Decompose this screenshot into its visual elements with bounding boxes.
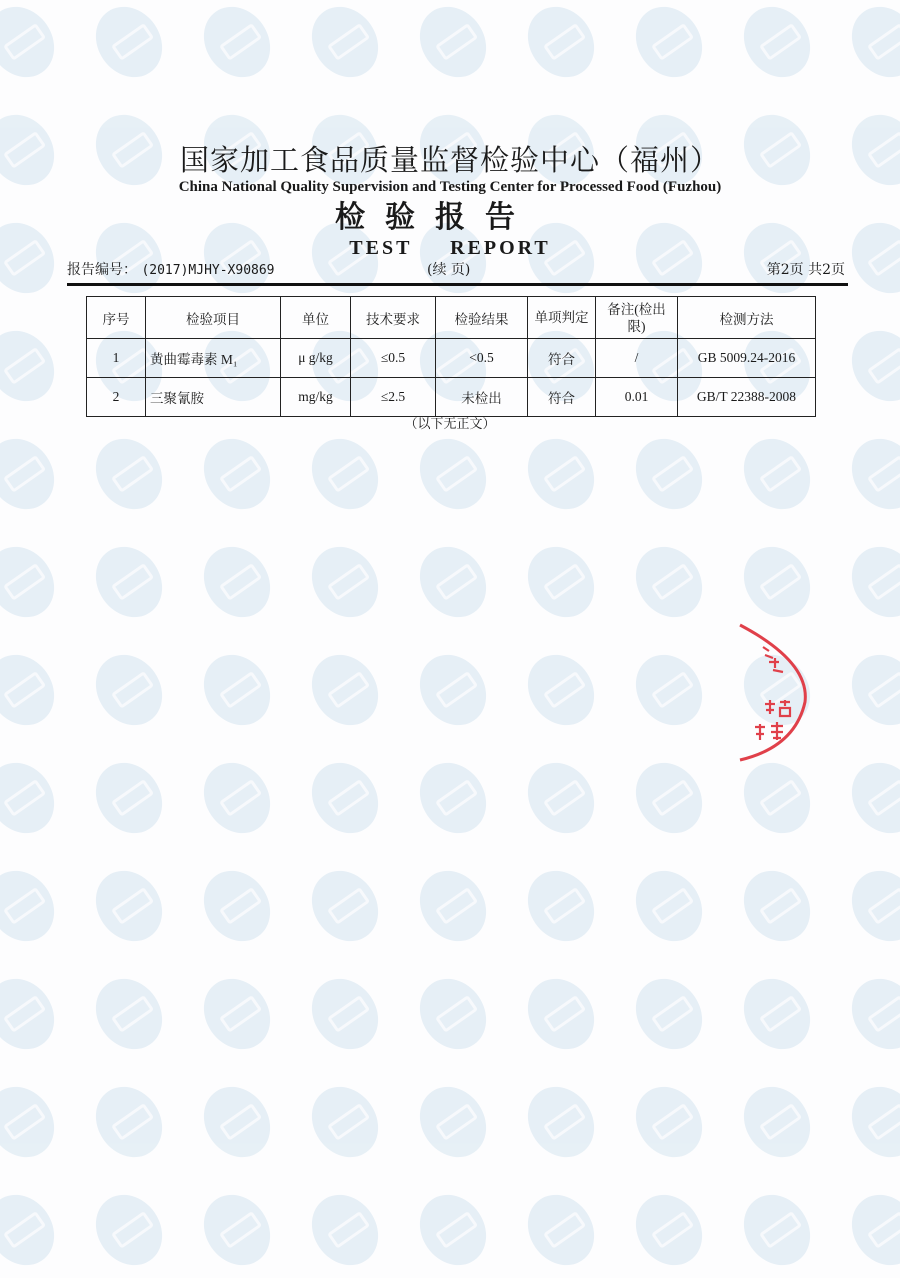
watermark-logo [190, 642, 283, 738]
header-cell: 检测方法 [678, 297, 816, 339]
watermark-logo [622, 426, 715, 522]
watermark-logo [298, 642, 391, 738]
header-cell: 技术要求 [351, 297, 436, 339]
watermark-logo [406, 426, 499, 522]
watermark-logo [82, 534, 175, 630]
watermark-logo [730, 1074, 823, 1170]
institution-title-en: China National Quality Supervision and Testing Center for Processed Food (Fuzhou) [178, 179, 722, 195]
cell-unit: mg/kg [281, 378, 351, 417]
watermark-logo [622, 1074, 715, 1170]
cell-remark: 0.01 [596, 378, 678, 417]
watermark-logo [622, 534, 715, 630]
cell-method: GB 5009.24-2016 [678, 339, 816, 378]
institution-title-cn: 国家加工食品质量监督检验中心（福州） [179, 143, 720, 177]
watermark-logo [190, 966, 283, 1062]
watermark-logo [298, 966, 391, 1062]
cell-requirement: ≤0.5 [351, 339, 436, 378]
watermark-logo [622, 966, 715, 1062]
seal-arc [740, 625, 805, 760]
watermark-logo [730, 426, 823, 522]
watermark-logo [730, 1182, 823, 1278]
watermark-logo [514, 1074, 607, 1170]
cell-result: 未检出 [436, 378, 528, 417]
watermark-logo [622, 642, 715, 738]
report-meta [67, 260, 845, 280]
watermark-logo [0, 1074, 68, 1170]
header-cell: 检验项目 [146, 297, 281, 339]
watermark-logo [730, 534, 823, 630]
watermark-logo [730, 0, 823, 90]
cell-result: <0.5 [436, 339, 528, 378]
watermark-logo [514, 750, 607, 846]
watermark-logo [0, 0, 68, 90]
header-cell: 序号 [87, 297, 146, 339]
cell-index: 2 [87, 378, 146, 417]
watermark-logo [298, 426, 391, 522]
cell-index: 1 [87, 339, 146, 378]
official-seal-stamp [735, 622, 815, 771]
report-number-value: (2017)MJHY-X90869 [141, 263, 275, 278]
watermark-logo [514, 0, 607, 90]
watermark-logo [406, 1074, 499, 1170]
watermark-logo [514, 642, 607, 738]
watermark-logo [298, 750, 391, 846]
watermark-logo [190, 1182, 283, 1278]
end-of-text-note: （以下无正文） [404, 417, 496, 432]
watermark-logo [82, 858, 175, 954]
watermark-logo [298, 534, 391, 630]
watermark-logo [298, 1182, 391, 1278]
header-cell: 检验结果 [436, 297, 528, 339]
page-indicator: 第2页 共2页 [766, 262, 845, 278]
watermark-logo [0, 966, 68, 1062]
watermark-logo [838, 750, 900, 846]
header-divider [67, 283, 848, 286]
watermark-logo [730, 966, 823, 1062]
watermark-logo [0, 1182, 68, 1278]
watermark-logo [622, 1182, 715, 1278]
watermark-logo [190, 426, 283, 522]
watermark-logo [838, 858, 900, 954]
watermark-logo [406, 534, 499, 630]
cell-verdict: 符合 [528, 378, 596, 417]
watermark-logo [82, 642, 175, 738]
continued-label: (续 页) [427, 262, 471, 278]
seal-lettering [755, 647, 790, 740]
report-title-cn: 检验报告 [335, 200, 535, 235]
report-number-label: 报告编号： [67, 262, 137, 278]
cell-method: GB/T 22388-2008 [678, 378, 816, 417]
cell-item: 黄曲霉毒素 M₁ [146, 339, 281, 378]
watermark-logo [0, 642, 68, 738]
watermark-logo [730, 858, 823, 954]
watermark-logo [514, 1182, 607, 1278]
watermark-logo [406, 1182, 499, 1278]
watermark-logo [190, 750, 283, 846]
watermark-logo [190, 1074, 283, 1170]
header-cell: 单位 [281, 297, 351, 339]
watermark-logo [838, 318, 900, 414]
watermark-logo [298, 1074, 391, 1170]
watermark-logo [838, 534, 900, 630]
watermark-logo [190, 534, 283, 630]
report-title-en: TEST REPORT [349, 237, 551, 259]
table-row [87, 378, 816, 417]
watermark-logo [298, 858, 391, 954]
watermark-logo [838, 1074, 900, 1170]
watermark-logo [514, 966, 607, 1062]
header-cell: 备注(检出限) [596, 297, 678, 339]
table-header-row [87, 297, 816, 339]
watermark-logo [406, 966, 499, 1062]
watermark-logo [82, 0, 175, 90]
watermark-logo [838, 426, 900, 522]
watermark-logo [0, 318, 68, 414]
watermark-logo [82, 426, 175, 522]
watermark-logo [0, 858, 68, 954]
results-table [86, 296, 816, 417]
watermark-logo [82, 966, 175, 1062]
watermark-logo [82, 1182, 175, 1278]
watermark-logo [0, 750, 68, 846]
cell-verdict: 符合 [528, 339, 596, 378]
watermark-logo [406, 750, 499, 846]
watermark-logo [838, 966, 900, 1062]
cell-remark: / [596, 339, 678, 378]
watermark-logo [514, 534, 607, 630]
watermark-logo [838, 0, 900, 90]
cell-unit: μ g/kg [281, 339, 351, 378]
watermark-logo [406, 642, 499, 738]
watermark-logo [82, 1074, 175, 1170]
watermark-logo [622, 858, 715, 954]
header-cell: 单项判定 [528, 297, 596, 339]
watermark-logo [0, 534, 68, 630]
watermark-logo [622, 0, 715, 90]
report-number [67, 260, 275, 281]
watermark-logo [838, 1182, 900, 1278]
table-row [87, 339, 816, 378]
watermark-logo [190, 0, 283, 90]
watermark-logo [0, 426, 68, 522]
watermark-logo [514, 858, 607, 954]
watermark-logo [82, 750, 175, 846]
cell-item: 三聚氰胺 [146, 378, 281, 417]
cell-requirement: ≤2.5 [351, 378, 436, 417]
watermark-logo [622, 750, 715, 846]
watermark-logo [406, 0, 499, 90]
watermark-logo [190, 858, 283, 954]
watermark-logo [514, 426, 607, 522]
watermark-logo [838, 642, 900, 738]
watermark-logo [406, 858, 499, 954]
watermark-logo [298, 0, 391, 90]
